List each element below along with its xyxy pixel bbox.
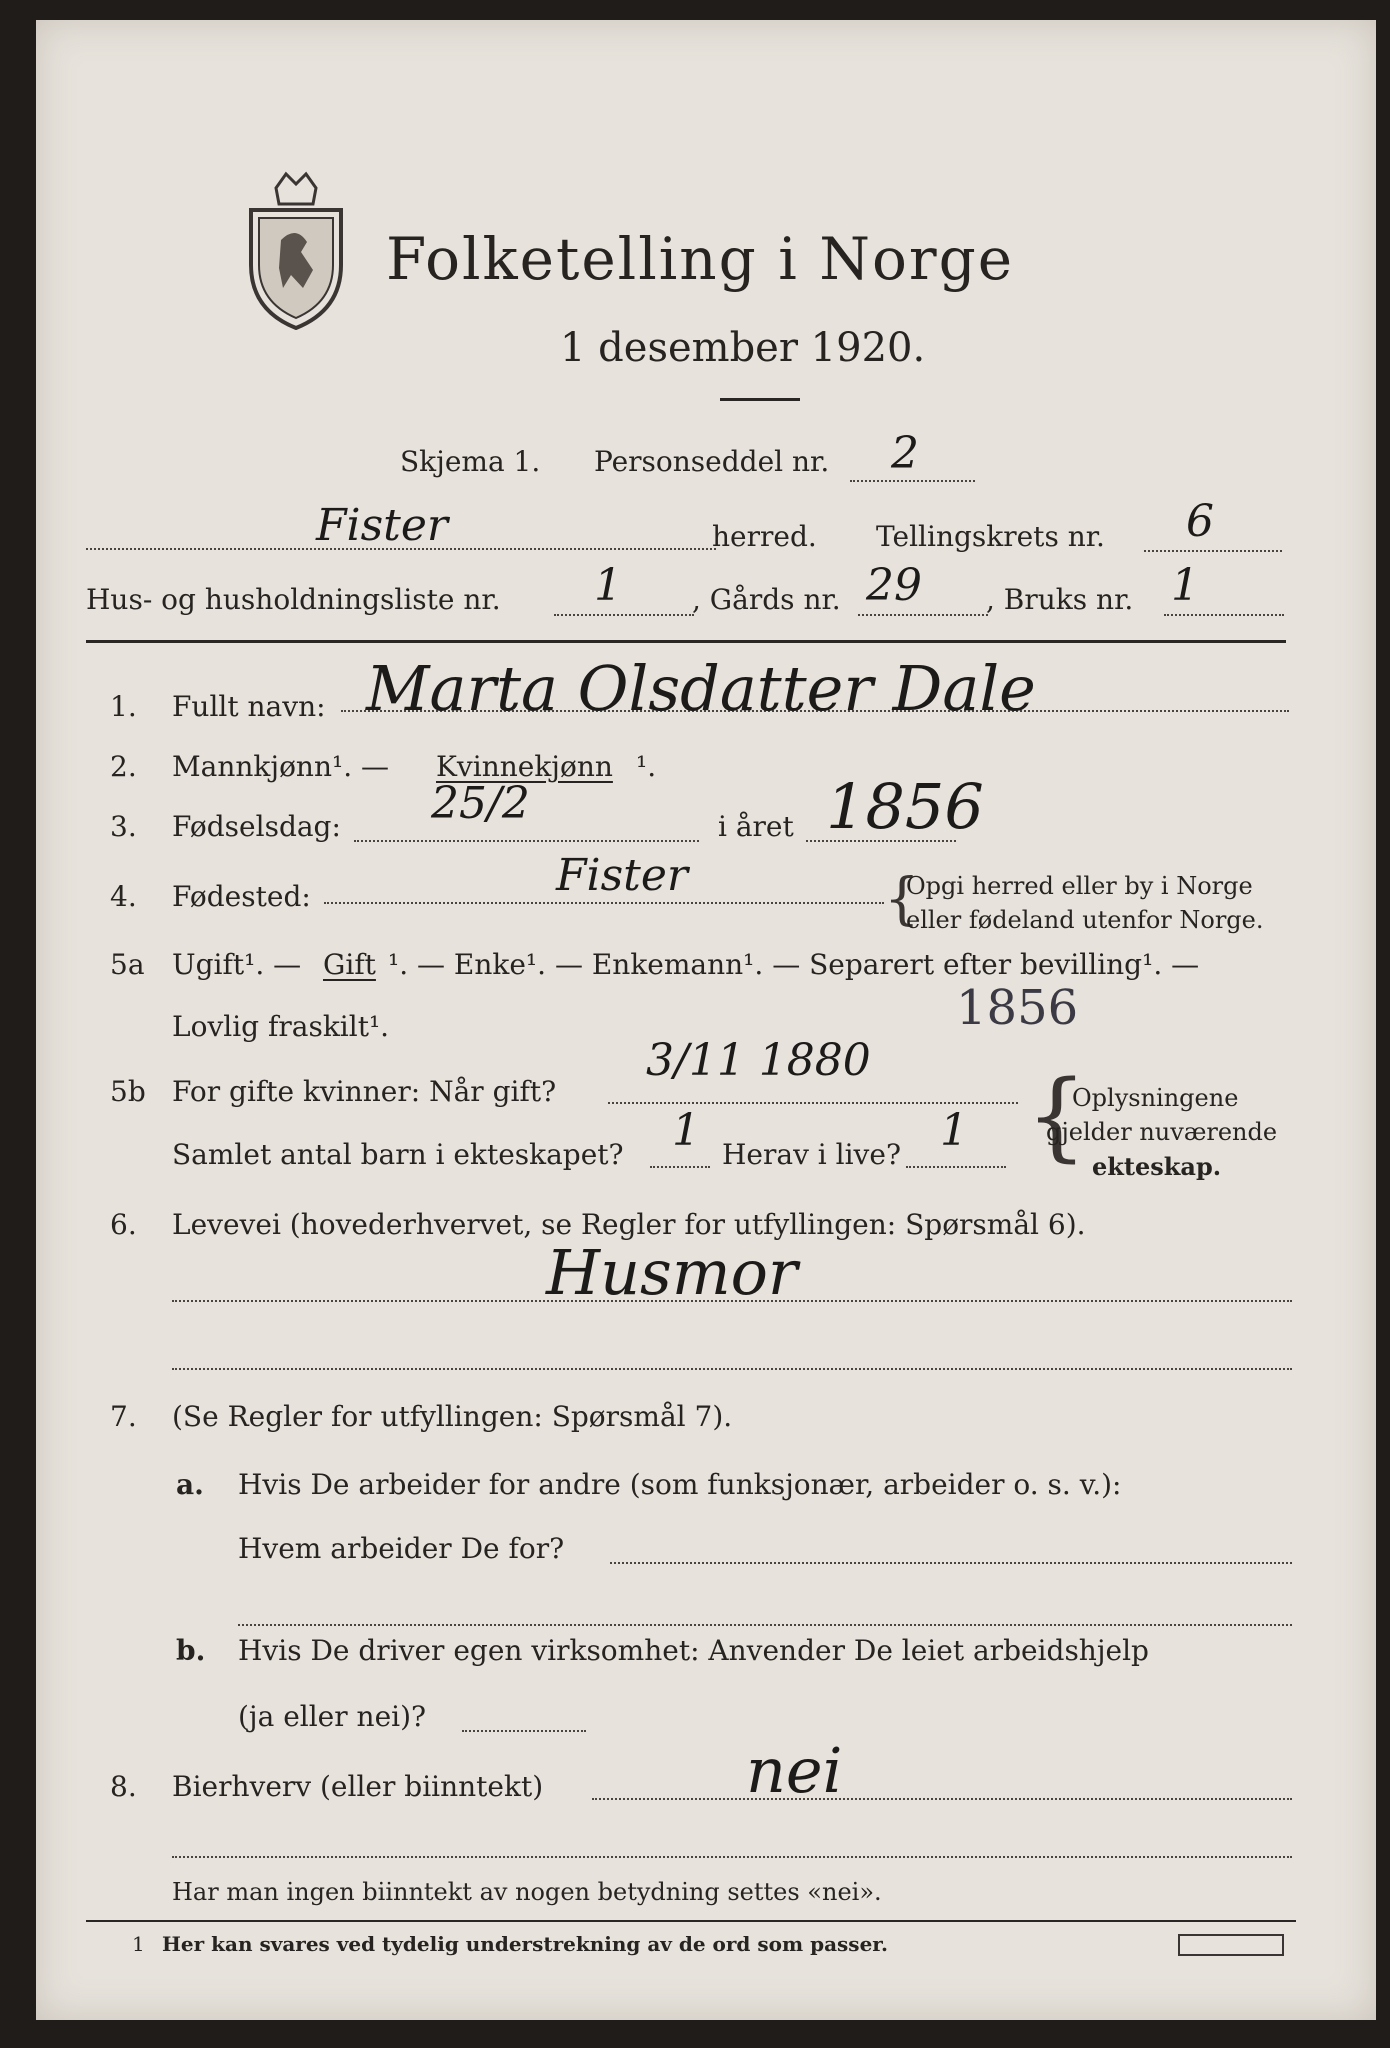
- margin-note-year: 1856: [956, 980, 1079, 1036]
- children-count-value[interactable]: 1: [672, 1105, 700, 1156]
- gards-value[interactable]: 29: [866, 560, 922, 611]
- q6-number: 6.: [110, 1208, 137, 1241]
- footer-rule: [86, 1920, 1296, 1922]
- husliste-line: [554, 614, 694, 616]
- q1-number: 1.: [110, 690, 137, 723]
- marriage-date-value[interactable]: 3/11 1880: [646, 1035, 871, 1086]
- q5b-children-label: Samlet antal barn i ekteskapet?: [172, 1138, 624, 1171]
- q5b-note-line1: Oplysningene: [1072, 1084, 1239, 1112]
- q3-line: [354, 840, 699, 842]
- personseddel-label: Personseddel nr.: [594, 445, 830, 478]
- q7b-answer-line[interactable]: [462, 1730, 586, 1732]
- bruks-label: , Bruks nr.: [986, 583, 1134, 616]
- personseddel-value[interactable]: 2: [891, 428, 919, 479]
- q3-number: 3.: [110, 810, 137, 843]
- form-title: Folketelling i Norge: [386, 225, 1015, 293]
- q5a-ugift-label: Ugift¹. —: [172, 948, 302, 981]
- husliste-label: Hus- og husholdningsliste nr.: [86, 583, 501, 616]
- tellingskrets-line: [1144, 550, 1282, 552]
- q5a-fraskilt-label: Lovlig fraskilt¹.: [172, 1010, 390, 1043]
- occupation-value[interactable]: Husmor: [546, 1236, 798, 1309]
- q4-note-line1: Opgi herred eller by i Norge: [906, 872, 1253, 900]
- q5b-alive-line: [906, 1166, 1006, 1168]
- q3-year-label: i året: [718, 810, 794, 843]
- q1-label: Fullt navn:: [172, 690, 326, 723]
- q5b-note-line3: ekteskap.: [1092, 1152, 1222, 1181]
- q5b-note-line2: gjelder nuværende: [1046, 1118, 1278, 1146]
- side-income-value[interactable]: nei: [746, 1734, 843, 1807]
- q7a-answer-line2[interactable]: [238, 1624, 1292, 1626]
- q2-mann-label: Mannkjønn¹. —: [172, 750, 390, 783]
- q2-number: 2.: [110, 750, 137, 783]
- census-form-page: [36, 20, 1376, 2020]
- birthplace-value[interactable]: Fister: [556, 850, 688, 901]
- q7-number: 7.: [110, 1400, 137, 1433]
- gards-line: [858, 614, 988, 616]
- q7-label: (Se Regler for utfyllingen: Spørsmål 7).: [172, 1400, 733, 1433]
- norwegian-coat-of-arms-icon: [241, 170, 351, 330]
- q6-label: Levevei (hovederhvervet, se Regler for utfyllingen: Spørsmål 6).: [172, 1208, 1086, 1241]
- tellingskrets-value[interactable]: 6: [1186, 496, 1214, 547]
- q8-label: Bierhverv (eller biinntekt): [172, 1770, 544, 1803]
- q3-label: Fødselsdag:: [172, 810, 341, 843]
- q5a-gift-label-underlined[interactable]: Gift: [323, 948, 376, 981]
- personseddel-line: [850, 480, 975, 482]
- children-alive-value[interactable]: 1: [940, 1105, 968, 1156]
- q4-label: Fødested:: [172, 880, 311, 913]
- q7b-line2: (ja eller nei)?: [238, 1700, 427, 1733]
- husliste-value[interactable]: 1: [594, 560, 622, 611]
- q7b-line1: Hvis De driver egen virksomhet: Anvender De leiet arbeidshjelp: [238, 1634, 1149, 1667]
- q8-number: 8.: [110, 1770, 137, 1803]
- footnote-number: 1: [132, 1932, 145, 1956]
- footer-note: Har man ingen biinntekt av nogen betydning settes «nei».: [172, 1878, 882, 1906]
- q6-line2: [172, 1368, 1292, 1370]
- q5b-note-brace: {: [1026, 1060, 1088, 1172]
- q4-number: 4.: [110, 880, 137, 913]
- herred-value[interactable]: Fister: [316, 500, 448, 551]
- printer-stamp-icon: [1178, 1934, 1284, 1956]
- q5a-number: 5a: [110, 948, 145, 981]
- q4-note-line2: eller fødeland utenfor Norge.: [906, 906, 1264, 934]
- q4-note-brace: {: [884, 867, 920, 932]
- herred-label: herred.: [712, 520, 817, 553]
- q7a-line1: Hvis De arbeider for andre (som funksjonær, arbeider o. s. v.):: [238, 1468, 1122, 1501]
- bruks-line: [1164, 614, 1284, 616]
- header-rule: [86, 640, 1286, 643]
- q2-kvinne-label-underlined[interactable]: Kvinnekjønn: [436, 750, 613, 783]
- schema-label: Skjema 1.: [400, 445, 541, 478]
- q7a-answer-line1[interactable]: [610, 1562, 1292, 1564]
- q8-line2: [172, 1856, 1292, 1858]
- q7a-letter: a.: [176, 1468, 204, 1501]
- footnote-text: Her kan svares ved tydelig understrekning av de ord som passer.: [162, 1932, 888, 1956]
- q8-line1: [592, 1798, 1292, 1800]
- title-divider: [720, 398, 800, 401]
- q5b-alive-label: Herav i live?: [722, 1138, 901, 1171]
- bruks-value[interactable]: 1: [1171, 560, 1199, 611]
- q2-suffix: ¹.: [636, 750, 657, 783]
- q5b-number: 5b: [110, 1075, 146, 1108]
- census-date: 1 desember 1920.: [560, 325, 926, 371]
- birthdate-value[interactable]: 25/2: [431, 778, 530, 829]
- q7b-letter: b.: [176, 1634, 206, 1667]
- q7a-line2: Hvem arbeider De for?: [238, 1532, 565, 1565]
- full-name-value[interactable]: Marta Olsdatter Dale: [366, 652, 1036, 725]
- birthyear-value[interactable]: 1856: [826, 770, 984, 843]
- q5b-married-line: [608, 1102, 1018, 1104]
- tellingskrets-label: Tellingskrets nr.: [876, 520, 1105, 553]
- q5b-children-line: [650, 1166, 710, 1168]
- q5b-married-label: For gifte kvinner: Når gift?: [172, 1075, 557, 1108]
- q4-line: [324, 902, 884, 904]
- q5a-options: ¹. — Enke¹. — Enkemann¹. — Separert efter bevilling¹. —: [388, 948, 1200, 981]
- gards-label: , Gårds nr.: [692, 583, 841, 616]
